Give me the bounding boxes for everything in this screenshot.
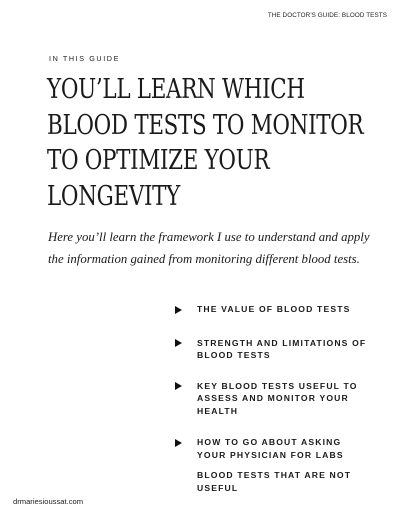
topic-item [173,337,388,362]
topic-label: YOUR PHYSICIAN FOR LABS [197,449,344,460]
topic-label: USEFUL [197,482,239,493]
topic-label: STRENGTH AND LIMITATIONS OF [197,337,367,348]
topic-label: HEALTH [197,405,239,416]
title-line: YOU’LL LEARN WHICH [47,73,305,105]
topic-label: ASSESS AND MONITOR YOUR [197,393,349,403]
topic-label: BLOOD TESTS [197,350,271,360]
intro-paragraph [48,226,370,270]
title-line: LONGEVITY [47,179,181,212]
arrow-right-icon [175,439,182,447]
arrow-right-icon [175,339,182,347]
topic-label: BLOOD TESTS THAT ARE NOT [197,470,352,480]
section-eyebrow: IN THIS GUIDE [49,54,120,63]
arrow-right-icon [175,306,182,314]
topic-list [173,303,388,494]
footer-website: drmariesioussat.com [13,497,84,506]
intro-line: the information gained from monitoring different blood tests. [48,252,360,266]
intro-line: Here you’ll learn the framework I use to understand and apply [48,230,370,244]
page-title [47,72,364,214]
topic-item [173,303,388,316]
title-line: BLOOD TESTS TO MONITOR [47,108,364,141]
topic-label: THE VALUE OF BLOOD TESTS [197,304,351,314]
arrow-right-icon [175,382,182,390]
topic-label: HOW TO GO ABOUT ASKING [197,437,342,447]
topic-label: KEY BLOOD TESTS USEFUL TO [197,380,358,391]
topic-item [173,436,388,461]
running-header: THE DOCTOR'S GUIDE: BLOOD TESTS [267,12,387,19]
title-line: TO OPTIMIZE YOUR [47,144,270,176]
topic-item [173,380,388,418]
topic-item [173,469,388,494]
